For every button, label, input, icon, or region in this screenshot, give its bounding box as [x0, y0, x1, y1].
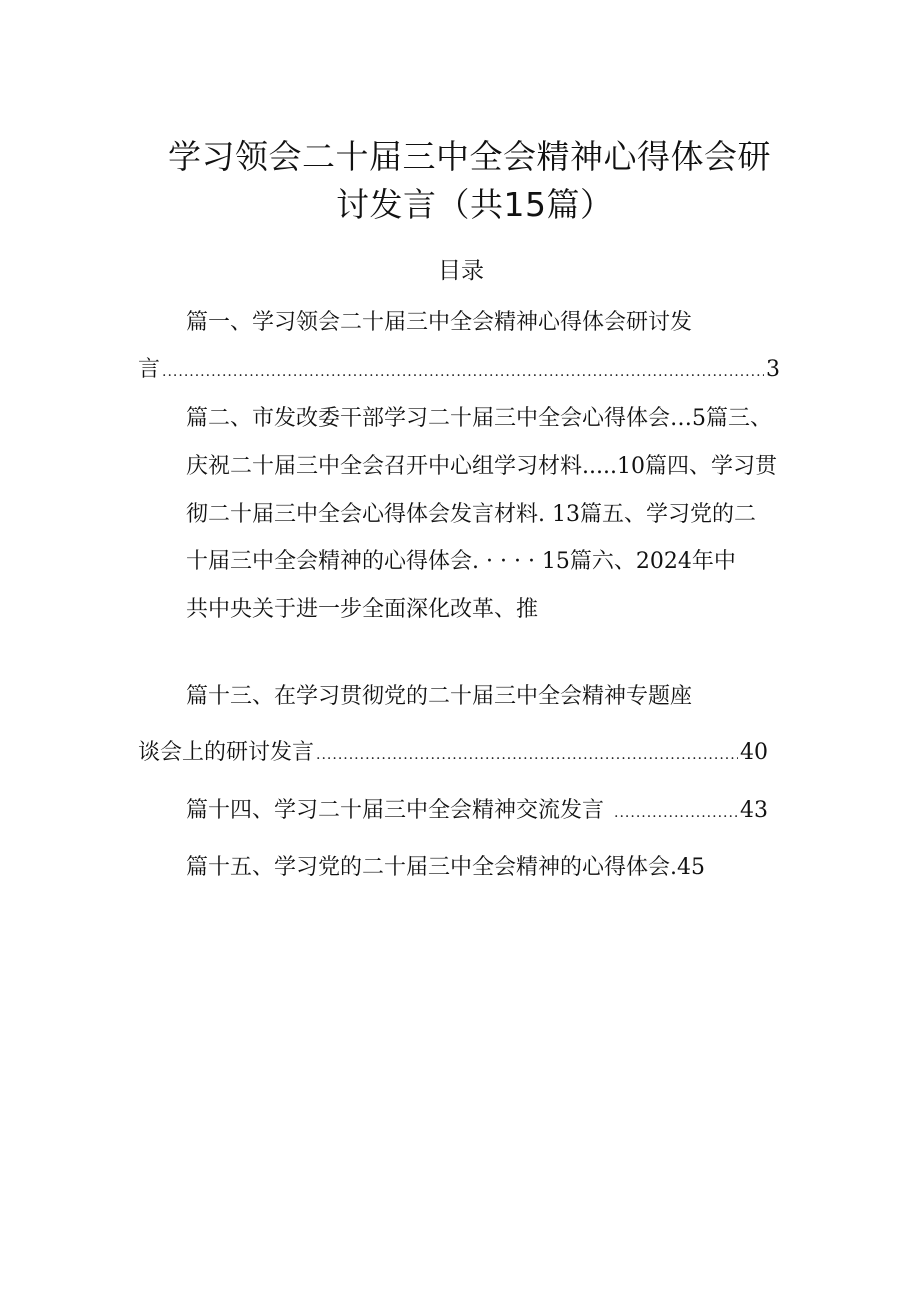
toc-heading: 目录: [438, 258, 484, 284]
toc-entry-14[interactable]: [186, 800, 768, 822]
toc-run-line-2[interactable]: 庆祝二十届三中全会召开中心组学习材料.....10篇四、学习贯: [186, 454, 777, 479]
toc-entry-13-text-end: 谈会上的研讨发言: [138, 740, 315, 765]
toc-entry-15[interactable]: 篇十五、学习党的二十届三中全会精神的心得体会.45: [186, 855, 705, 880]
toc-entry-1-page: 3: [766, 357, 780, 382]
toc-run-line-5[interactable]: 共中央关于进一步全面深化改革、推: [186, 597, 539, 622]
dot-leader: [162, 365, 764, 379]
dot-leader: [316, 748, 738, 762]
toc-run-line-4[interactable]: 十届三中全会精神的心得体会. · · · · 15篇六、2024年中: [186, 549, 736, 574]
toc-run-line-1[interactable]: 篇二、市发改委干部学习二十届三中全会心得体会…5篇三、: [186, 406, 772, 431]
toc-entry-13-line-1[interactable]: 篇十三、在学习贯彻党的二十届三中全会精神专题座: [186, 684, 693, 709]
dot-leader: [614, 806, 738, 820]
toc-entry-14-text: 篇十四、学习二十届三中全会精神交流发言: [186, 798, 605, 823]
toc-run-line-3[interactable]: 彻二十届三中全会心得体会发言材料. 13篇五、学习党的二: [186, 502, 756, 527]
toc-entry-1-text-end: 言: [138, 357, 161, 382]
toc-entry-13-page: 40: [740, 740, 768, 765]
document-title-line-1: 学习领会二十届三中全会精神心得体会研: [168, 137, 771, 176]
toc-entry-1-line-1[interactable]: 篇一、学习领会二十届三中全会精神心得体会研讨发: [186, 310, 693, 335]
toc-entry-1-line-2[interactable]: [138, 359, 780, 381]
document-title-line-2: 讨发言（共15篇）: [336, 185, 614, 224]
toc-entry-14-page: 43: [740, 798, 768, 823]
toc-entry-13-line-2[interactable]: [138, 742, 768, 764]
